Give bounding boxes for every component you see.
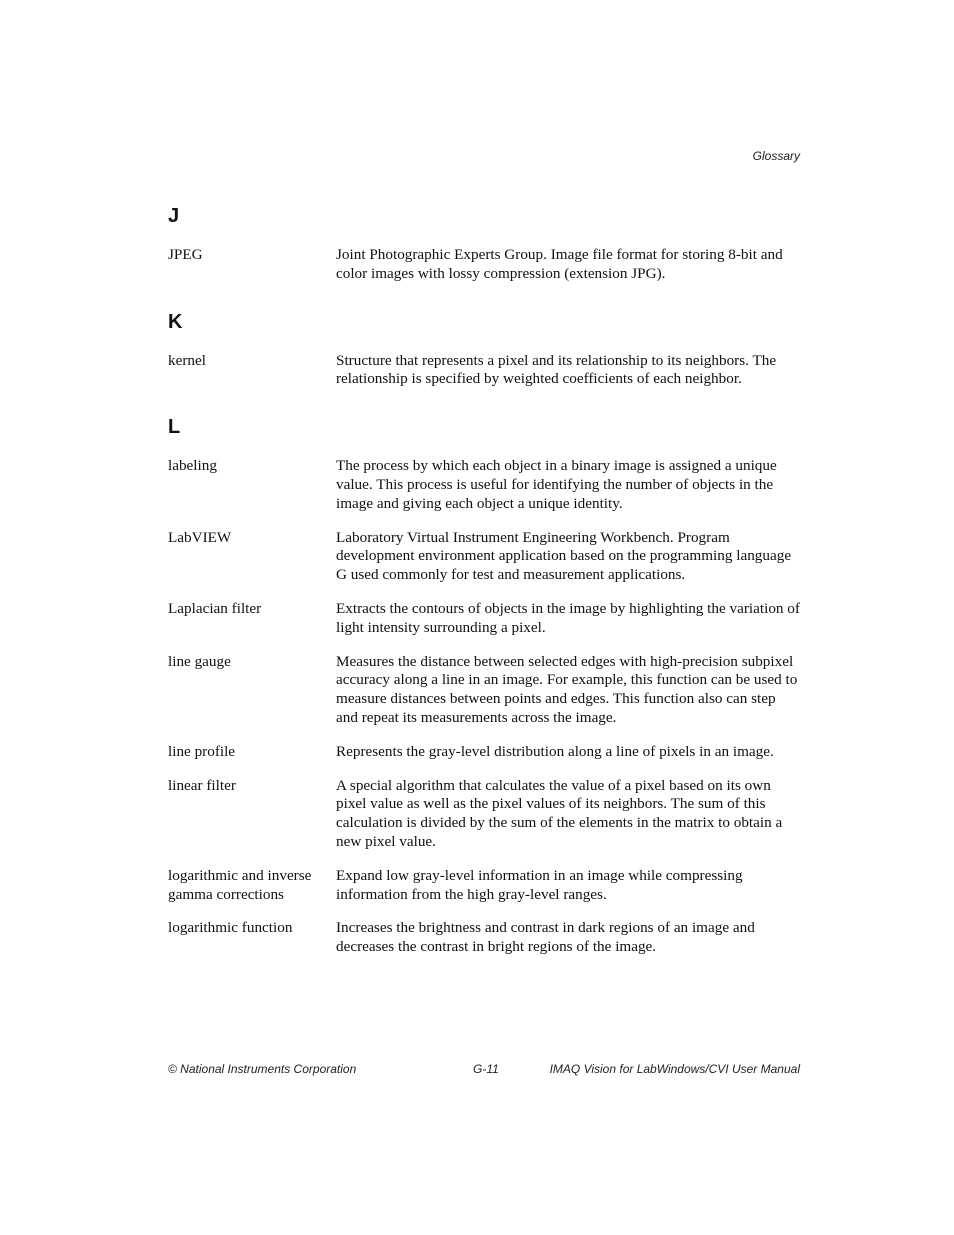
glossary-definition: Represents the gray-level distribution along a line of pixels in an image. (336, 742, 774, 760)
glossary-term: Laplacian filter (168, 599, 262, 617)
glossary-definition: Laboratory Virtual Instrument Engineering Workbench. Program development environment application based on the programming language G used commonly for test and measurement applications. (336, 528, 792, 584)
glossary-term: line gauge (168, 652, 231, 670)
glossary-term: line profile (168, 742, 236, 760)
glossary-entry (168, 246, 800, 284)
glossary-definition: Measures the distance between selected edges with high-precision subpixel accuracy along a line in an image. For example, this function can be used to measure distances between points and edges. This function also can step and repeat its measurements across the image. (336, 652, 798, 726)
section-letter: K (168, 310, 183, 333)
section-letter: L (168, 416, 181, 439)
glossary-entry (168, 867, 800, 905)
glossary-definition: A special algorithm that calculates the value of a pixel based on its own pixel value as well as the pixel values of its neighbors. The sum of this calculation is divided by the sum of the elements in the matrix to obtain a new pixel value. (336, 776, 783, 850)
glossary-section-l (168, 415, 800, 957)
footer-manual-title: IMAQ Vision for LabWindows/CVI User Manual (549, 1062, 800, 1076)
glossary-content (168, 204, 800, 983)
glossary-entry (168, 653, 800, 728)
glossary-section-j (168, 204, 800, 284)
glossary-term: JPEG (168, 246, 203, 263)
glossary-definition: The process by which each object in a binary image is assigned a unique value. This process is useful for identifying the number of objects in the image and giving each object a unique identity. (336, 457, 777, 512)
footer-page-number: G-11 (473, 1062, 499, 1076)
glossary-term: kernel (168, 351, 206, 369)
glossary-entry (168, 600, 800, 638)
glossary-term: logarithmic and inverse gamma corrections (168, 866, 312, 903)
glossary-definition: Structure that represents a pixel and its relationship to its neighbors. The relationship is specified by weighted coefficients of each neighbor. (336, 351, 777, 388)
glossary-entry (168, 457, 800, 513)
glossary-definition: Increases the brightness and contrast in dark regions of an image and decreases the contrast in bright regions of the image. (336, 919, 755, 956)
glossary-entry (168, 777, 800, 852)
glossary-entry (168, 743, 800, 762)
footer-copyright: © National Instruments Corporation (168, 1062, 357, 1076)
glossary-term: logarithmic function (168, 919, 293, 937)
glossary-definition: Extracts the contours of objects in the image by highlighting the variation of light intensity surrounding a pixel. (336, 599, 800, 636)
glossary-entry (168, 919, 800, 957)
glossary-section-k (168, 310, 800, 390)
section-letter: J (168, 205, 180, 227)
glossary-definition: Expand low gray-level information in an image while compressing information from the high gray-level ranges. (336, 866, 743, 903)
glossary-term: labeling (168, 457, 217, 475)
glossary-entry (168, 352, 800, 390)
glossary-term: LabVIEW (168, 528, 232, 546)
running-header: Glossary (752, 149, 800, 163)
glossary-definition: Joint Photographic Experts Group. Image file format for storing 8-bit and color images with lossy compression (extension JPG). (336, 246, 783, 282)
glossary-term: linear filter (168, 776, 236, 794)
glossary-entry (168, 529, 800, 585)
page-footer (168, 1062, 800, 1078)
